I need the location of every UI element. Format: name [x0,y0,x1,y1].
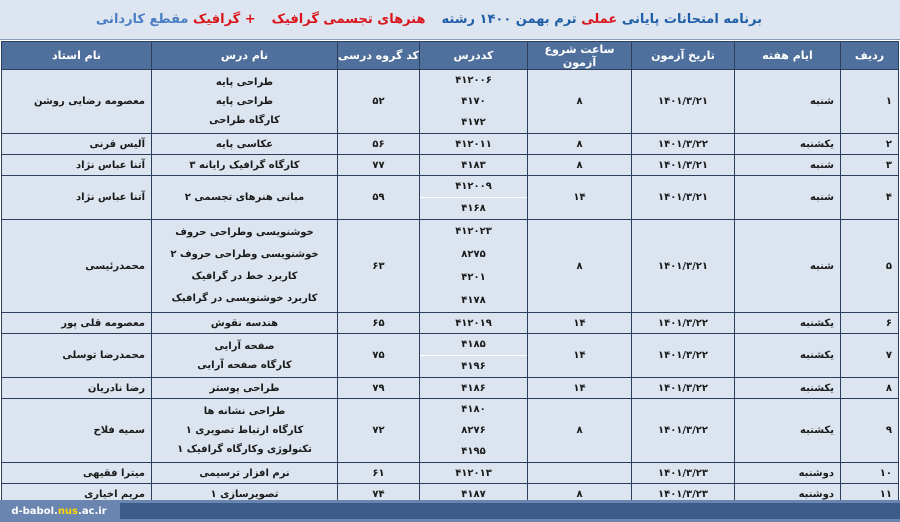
group-code-cell: ۵۶ [338,134,420,155]
course-name-cell [152,313,338,334]
row-number-cell: ۱۰ [841,463,899,484]
teacher-cell: میترا فقیهی [2,463,152,484]
group-code-cell: ۷۴ [338,484,420,505]
course-name: کارگاه صفحه آرایی [197,359,292,371]
course-name: هندسه نقوش [210,317,279,329]
course-name-cell [152,463,338,484]
time-cell: ۱۴ [528,378,632,399]
day-cell: شنبه [735,155,841,176]
course-code-cell [420,155,528,176]
time-cell: ۱۴ [528,313,632,334]
time-cell: ۸ [528,70,632,134]
date-cell: ۱۴۰۱/۳/۲۱ [632,155,735,176]
table-row [2,70,899,134]
course-name-cell [152,399,338,463]
teacher-cell: سمیه فلاح [2,399,152,463]
group-code-cell: ۷۹ [338,378,420,399]
time-cell [528,463,632,484]
group-code-cell: ۵۲ [338,70,420,134]
course-name: طراحی نشانه ها [203,406,286,417]
row-number-cell: ۳ [841,155,899,176]
time-cell: ۸ [528,220,632,313]
teacher-cell: آتنا عباس نژاد [2,176,152,220]
course-name: کاربرد خوشنویسی در گرافیک [171,293,318,304]
teacher-cell: معصومه قلی پور [2,313,152,334]
teacher-cell: محمدرئیسی [2,220,152,313]
date-cell: ۱۴۰۱/۳/۲۱ [632,220,735,313]
exam-schedule-table [1,41,899,505]
day-cell: شنبه [735,70,841,134]
course-name: خوشنویسی وطراحی حروف [175,227,314,238]
day-cell: یکشنبه [735,313,841,334]
course-code-cell [420,313,528,334]
header-row-number: ردیف [841,42,899,70]
row-number-cell: ۱ [841,70,899,134]
course-name: تصویرسازی ۱ [210,488,279,500]
course-name-cell [152,378,338,399]
day-cell: شنبه [735,220,841,313]
time-cell: ۸ [528,155,632,176]
course-name-cell [152,155,338,176]
teacher-cell: مریم اخیاری [2,484,152,505]
date-cell: ۱۴۰۱/۳/۲۳ [632,484,735,505]
row-number-cell: ۲ [841,134,899,155]
group-code-cell: ۶۱ [338,463,420,484]
title-part-6: + گرافیک [193,12,256,27]
course-name: نرم افزار ترسیمی [199,467,290,479]
row-number-cell: ۸ [841,378,899,399]
group-code-cell: ۷۷ [338,155,420,176]
page-title [0,0,900,40]
day-cell: یکشنبه [735,334,841,378]
teacher-cell: آتنا عباس نژاد [2,155,152,176]
course-code-cell [420,399,528,463]
title-part-2: عملی [581,12,618,27]
course-name-cell [152,334,338,378]
table-row [2,134,899,155]
teacher-cell: معصومه رضایی روشن [2,70,152,134]
table-row [2,399,899,463]
group-code-cell: ۷۵ [338,334,420,378]
course-code: ۴۱۲۰۱۹ [455,317,492,329]
site-url-highlight: nus [57,505,79,517]
course-name: طراحی پوستر [209,382,280,394]
course-code: ۴۱۲۰۱۱ [455,138,492,150]
course-name-cell [152,220,338,313]
row-number-cell: ۵ [841,220,899,313]
site-url [0,500,118,522]
teacher-cell: محمدرضا توسلی [2,334,152,378]
header-time: ساعت شروع آزمون [528,42,632,70]
course-name: تکنولوژی وکارگاه گرافیک ۱ [177,444,312,455]
time-cell: ۱۴ [528,176,632,220]
row-number-cell: ۹ [841,399,899,463]
course-name: صفحه آرایی [214,340,275,352]
header-course-code: کددرس [420,42,528,70]
course-code: ۴۱۹۵ [461,446,486,457]
course-code: ۴۱۷۰ [461,96,486,107]
date-cell: ۱۴۰۱/۳/۲۱ [632,176,735,220]
date-cell: ۱۴۰۱/۳/۲۲ [632,399,735,463]
course-code-cell [420,378,528,399]
course-code: ۴۱۲۰۱۳ [455,467,492,479]
table-row [2,378,899,399]
course-code: ۴۱۸۷ [461,488,486,500]
table-row [2,313,899,334]
course-name: مبانی هنرهای تجسمی ۲ [184,191,305,203]
day-cell: یکشنبه [735,399,841,463]
day-cell: شنبه [735,176,841,220]
course-name: کارگاه گرافیک رایانه ۳ [189,159,300,171]
day-cell: دوشنبه [735,463,841,484]
header-date: تاریخ آزمون [632,42,735,70]
table-row [2,334,899,378]
header-course-name: نام درس [152,42,338,70]
teacher-cell: آلیس قرنی [2,134,152,155]
date-cell: ۱۴۰۱/۳/۲۲ [632,313,735,334]
course-code: ۸۲۷۵ [461,249,486,260]
course-code: ۴۲۰۱ [461,272,486,283]
course-code: ۴۱۶۸ [420,197,527,219]
date-cell: ۱۴۰۱/۳/۲۲ [632,378,735,399]
title-part-4: رشته [441,12,475,27]
course-name: کاربرد خط در گرافیک [191,271,298,282]
time-cell: ۱۴ [528,334,632,378]
date-cell: ۱۴۰۱/۳/۲۳ [632,463,735,484]
row-number-cell: ۶ [841,313,899,334]
course-code: ۴۱۷۸ [461,295,486,306]
course-name-cell [152,70,338,134]
course-code: ۴۱۸۳ [461,159,486,171]
footer-bar [0,500,900,522]
course-code-cell [420,134,528,155]
course-name: طراحی پایه [215,77,274,88]
course-name-cell [152,176,338,220]
course-name: عکاسی پایه [215,138,274,150]
title-part-5: هنرهای تجسمی گرافیک [271,12,426,27]
time-cell: ۸ [528,134,632,155]
title-part-7: مقطع کاردانی [95,12,189,27]
course-name: طراحی پایه [215,96,274,107]
course-code: ۴۱۲۰۰۹ [455,181,492,192]
day-cell: یکشنبه [735,378,841,399]
date-cell: ۱۴۰۱/۳/۲۲ [632,334,735,378]
date-cell: ۱۴۰۱/۳/۲۲ [632,134,735,155]
course-name: خوشنویسی وطراحی حروف ۲ [170,249,319,260]
course-code: ۴۱۸۰ [461,404,486,415]
day-cell: یکشنبه [735,134,841,155]
course-code: ۴۱۲۰۰۶ [455,75,492,86]
table-header-row [2,42,899,70]
teacher-cell: رضا نادریان [2,378,152,399]
time-cell: ۸ [528,484,632,505]
course-code-cell [420,220,528,313]
group-code-cell: ۶۵ [338,313,420,334]
day-cell: دوشنبه [735,484,841,505]
course-code: ۴۱۷۲ [461,117,486,128]
title-part-1: برنامه امتحانات پایانی [621,12,762,27]
group-code-cell: ۶۳ [338,220,420,313]
row-number-cell: ۱۱ [841,484,899,505]
group-code-cell: ۷۲ [338,399,420,463]
table-row [2,220,899,313]
row-number-cell: ۷ [841,334,899,378]
course-code-cell [420,70,528,134]
table-row [2,155,899,176]
table-row [2,176,899,220]
time-cell: ۸ [528,399,632,463]
row-number-cell: ۴ [841,176,899,220]
course-code-cell [420,334,528,378]
course-name: کارگاه ارتباط تصویری ۱ [185,425,304,436]
course-code-cell [420,176,528,220]
course-code: ۴۱۲۰۲۳ [455,226,492,237]
course-code: ۴۱۸۶ [461,382,486,394]
group-code-cell: ۵۹ [338,176,420,220]
site-url-suffix: .ac.ir [78,505,107,517]
course-code: ۴۱۹۶ [420,355,527,377]
header-day: ایام هفته [735,42,841,70]
site-url-prefix: d-babol. [11,505,58,517]
course-code: ۸۲۷۶ [461,425,486,436]
table-row [2,463,899,484]
header-teacher: نام استاد [2,42,152,70]
title-part-3: ترم بهمن ۱۴۰۰ [479,12,577,27]
course-name-cell [152,134,338,155]
date-cell: ۱۴۰۱/۳/۲۱ [632,70,735,134]
course-name: کارگاه طراحی [209,115,280,126]
course-code-cell [420,463,528,484]
course-code: ۴۱۸۵ [461,339,486,350]
header-group-code: کد گروه درسی [338,42,420,70]
